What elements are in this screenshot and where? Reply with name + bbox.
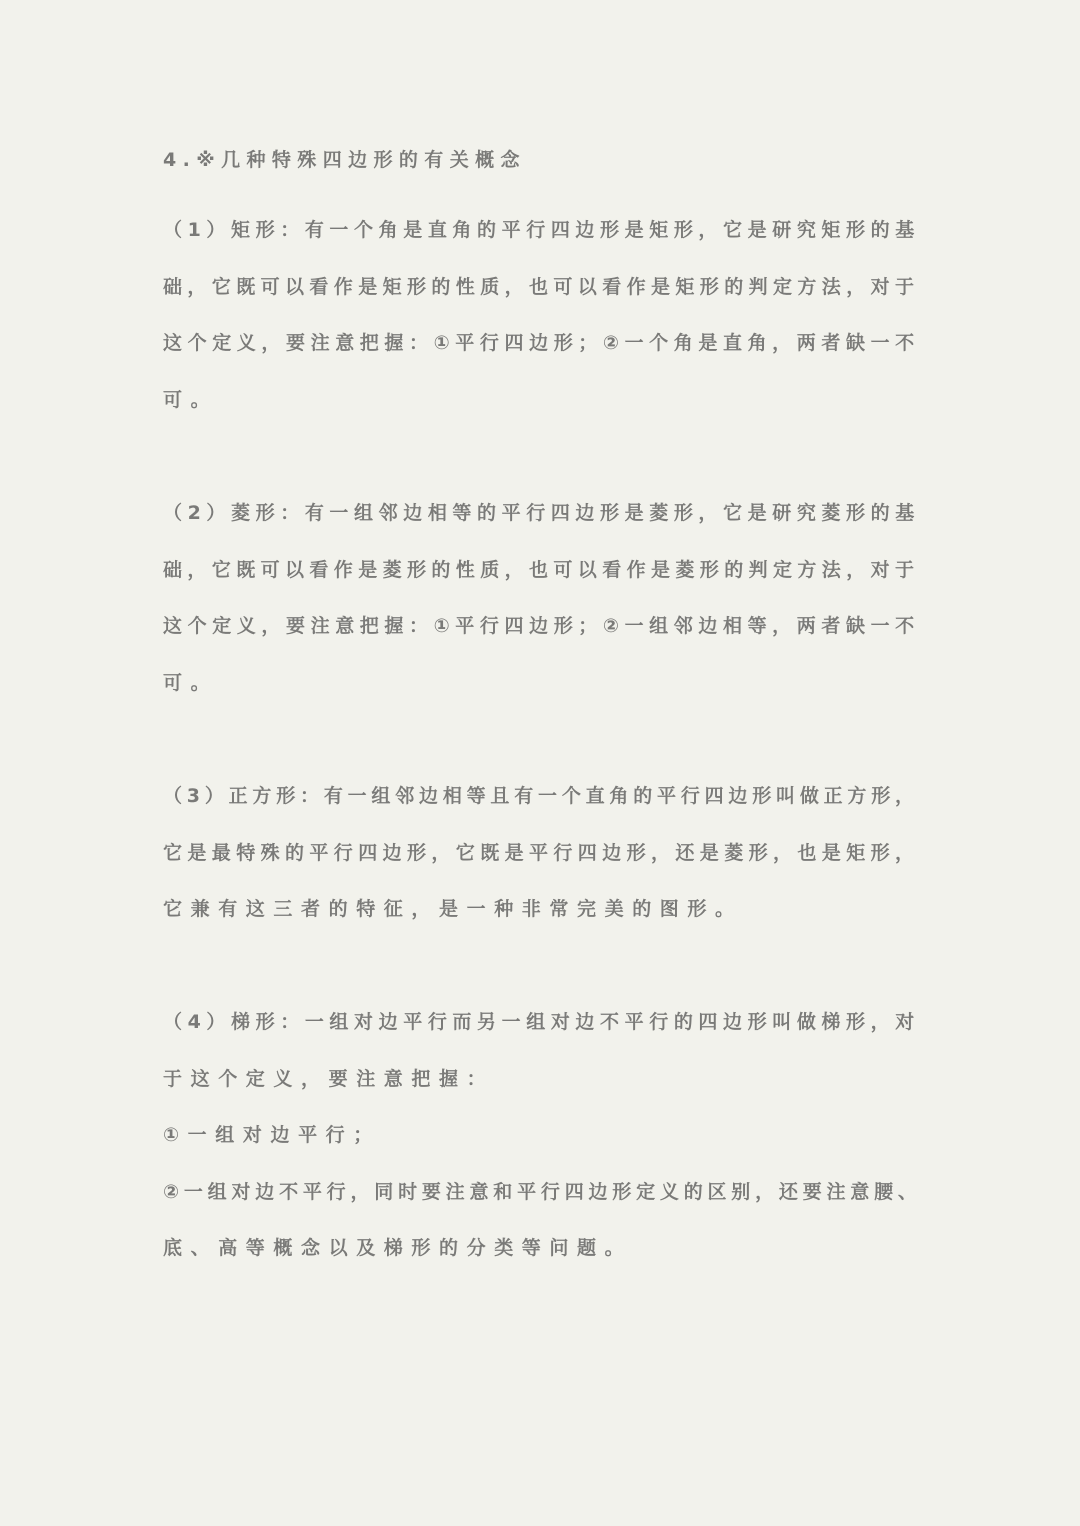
text-line: 可。: [163, 672, 219, 694]
text-line: 它兼有这三者的特征，是一种非常完美的图形。: [163, 898, 743, 920]
text-line: 础，它既可以看作是菱形的性质，也可以看作是菱形的判定方法，对于: [163, 559, 920, 581]
text-line: 底、高等概念以及梯形的分类等问题。: [163, 1237, 633, 1259]
text-line: 这个定义，要注意把握：①平行四边形；②一组邻边相等，两者缺一不: [163, 615, 920, 637]
text-line: （4）梯形：一组对边平行而另一组对边不平行的四边形叫做梯形，对: [163, 1011, 920, 1033]
text-line: 可。: [163, 389, 219, 411]
text-line: 这个定义，要注意把握：①平行四边形；②一个角是直角，两者缺一不: [163, 332, 920, 354]
text-line: ②一组对边不平行，同时要注意和平行四边形定义的区别，还要注意腰、: [163, 1181, 922, 1203]
text-line: 于这个定义，要注意把握：: [163, 1068, 495, 1090]
text-line: ①一组对边平行；: [163, 1124, 381, 1146]
text-line: （1）矩形：有一个角是直角的平行四边形是矩形，它是研究矩形的基: [163, 219, 920, 241]
text-line: （3）正方形：有一组邻边相等且有一个直角的平行四边形叫做正方形，: [163, 785, 919, 807]
text-line: 它是最特殊的平行四边形，它既是平行四边形，还是菱形，也是矩形，: [163, 842, 920, 864]
text-line: 础，它既可以看作是矩形的性质，也可以看作是矩形的判定方法，对于: [163, 276, 920, 298]
section-heading: 4.※几种特殊四边形的有关概念: [163, 149, 526, 171]
text-line: （2）菱形：有一组邻边相等的平行四边形是菱形，它是研究菱形的基: [163, 502, 920, 524]
